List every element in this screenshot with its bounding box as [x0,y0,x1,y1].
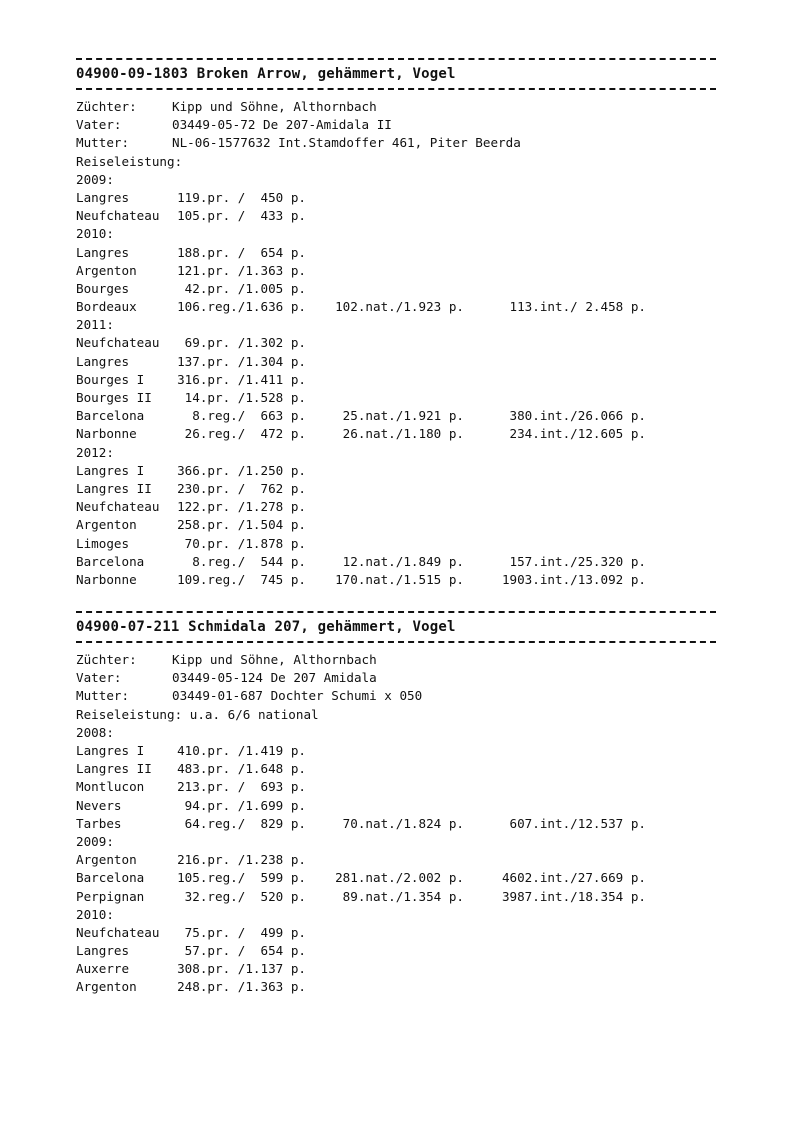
race-result-national: 89.nat./1.354 p. [342,888,464,904]
race-name: Neufchateau [76,924,160,940]
race-row [76,778,726,796]
race-name: Langres I [76,743,145,758]
race-result-regional: 94.pr. /1.699 p. [177,797,306,813]
info-label: Züchter: [76,99,137,114]
race-row [76,462,726,480]
race-result-regional: 26.reg./ 472 p. [177,426,306,442]
race-result-international: 157.int./25.320 p. [509,553,646,569]
race-name: Argenton [76,517,137,533]
info-value: 03449-05-72 De 207-Amidala II [172,117,392,133]
dashed-divider [76,641,716,643]
race-result-regional: 69.pr. /1.302 p. [177,335,306,351]
race-result-regional: 366.pr. /1.250 p. [177,462,306,478]
race-result-regional: 106.reg./1.636 p. [177,299,306,315]
race-result-regional: 410.pr. /1.419 p. [177,743,306,758]
race-name: Neufchateau [76,335,160,351]
info-value: 03449-05-124 De 207 Amidala [172,670,377,686]
year-heading: 2010: [76,906,114,922]
race-row [76,888,726,906]
dashed-divider [76,611,716,613]
race-result-regional: 14.pr. /1.528 p. [177,390,306,405]
race-result-regional: 32.reg./ 520 p. [177,888,306,904]
year-heading: 2009: [76,171,114,187]
race-row [76,942,726,960]
race-result-regional: 57.pr. / 654 p. [177,943,306,959]
race-row [76,353,726,371]
pigeon-section [76,611,726,997]
race-result-international: 3987.int./18.354 p. [501,888,646,904]
race-result-regional: 316.pr. /1.411 p. [177,371,306,387]
race-result-regional: 75.pr. / 499 p. [177,924,306,940]
race-name: Auxerre [76,961,130,977]
info-value: NL-06-1577632 Int.Stamdoffer 461, Piter Beerda [172,135,521,151]
race-row [76,244,726,262]
race-name: Neufchateau [76,208,160,224]
race-row [76,760,726,778]
race-row [76,924,726,942]
race-name: Nevers [76,797,122,813]
race-name: Argenton [76,979,137,995]
race-result-regional: 105.pr. / 433 p. [177,208,306,224]
dashed-divider [76,58,716,60]
race-name: Montlucon [76,779,145,795]
race-row [76,189,726,207]
info-row [76,669,726,687]
race-result-regional: 188.pr. / 654 p. [177,244,306,260]
race-result-regional: 137.pr. /1.304 p. [177,353,306,369]
race-name: Bourges [76,280,130,296]
race-result-regional: 42.pr. /1.005 p. [177,280,306,296]
info-row [76,651,726,669]
race-name: Barcelona [76,870,145,886]
pigeon-title: 04900-09-1803 Broken Arrow, gehämmert, Vogel [76,66,456,82]
race-row [76,334,726,352]
race-name: Langres [76,353,130,369]
race-name: Langres [76,189,130,205]
race-row [76,960,726,978]
race-result-national: 25.nat./1.921 p. [342,408,464,424]
race-row [76,535,726,553]
info-row [76,134,726,152]
race-row [76,298,726,316]
pigeon-details [76,98,726,589]
info-value: 03449-01-687 Dochter Schumi x 050 [172,688,423,704]
race-row [76,742,726,760]
race-name: Bourges II [76,390,152,405]
race-result-regional: 216.pr. /1.238 p. [177,852,306,868]
race-name: Limoges [76,535,130,551]
info-label: Vater: [76,117,122,133]
info-row [76,116,726,134]
race-result-international: 113.int./ 2.458 p. [509,299,646,315]
race-name: Argenton [76,852,137,868]
info-label: Züchter: [76,652,137,668]
performance-label: Reiseleistung: u.a. 6/6 national [76,706,319,722]
race-row [76,571,726,589]
race-row [76,371,726,389]
race-row [76,407,726,425]
dashed-divider [76,88,716,90]
race-name: Langres [76,943,130,959]
race-result-regional: 483.pr. /1.648 p. [177,761,306,777]
race-row [76,797,726,815]
race-name: Bordeaux [76,299,137,315]
info-label: Mutter: [76,135,130,151]
race-result-regional: 119.pr. / 450 p. [177,189,306,205]
race-row [76,978,726,996]
race-result-regional: 213.pr. / 693 p. [177,779,306,795]
race-result-regional: 8.reg./ 544 p. [177,553,306,569]
info-label: Mutter: [76,688,130,704]
info-value: Kipp und Söhne, Althornbach [172,99,377,114]
race-row [76,480,726,498]
race-row [76,851,726,869]
year-heading: 2009: [76,833,114,849]
race-result-regional: 122.pr. /1.278 p. [177,499,306,515]
race-result-regional: 105.reg./ 599 p. [177,870,306,886]
race-name: Narbonne [76,426,137,442]
race-row [76,207,726,225]
race-name: Tarbes [76,815,122,831]
race-row [76,280,726,298]
race-result-regional: 109.reg./ 745 p. [177,571,306,587]
race-result-regional: 8.reg./ 663 p. [177,408,306,424]
race-result-national: 26.nat./1.180 p. [342,426,464,442]
race-result-national: 102.nat./1.923 p. [335,299,464,315]
year-heading: 2010: [76,226,114,242]
race-name: Narbonne [76,571,137,587]
pigeon-details [76,651,726,997]
year-heading: 2012: [76,444,114,460]
race-name: Langres II [76,480,152,496]
performance-label: Reiseleistung: [76,153,183,169]
race-name: Neufchateau [76,499,160,515]
race-result-national: 70.nat./1.824 p. [342,815,464,831]
race-result-regional: 230.pr. / 762 p. [177,480,306,496]
race-result-regional: 64.reg./ 829 p. [177,815,306,831]
race-result-national: 170.nat./1.515 p. [335,571,464,587]
race-result-international: 4602.int./27.669 p. [501,870,646,886]
race-name: Bourges I [76,371,145,387]
info-value: Kipp und Söhne, Althornbach [172,652,377,668]
document-page [76,58,726,997]
race-row [76,262,726,280]
race-result-regional: 121.pr. /1.363 p. [177,262,306,278]
race-row [76,516,726,534]
race-row [76,869,726,887]
race-result-regional: 258.pr. /1.504 p. [177,517,306,533]
race-name: Argenton [76,262,137,278]
race-result-regional: 248.pr. /1.363 p. [177,979,306,995]
race-name: Langres II [76,761,152,777]
race-result-national: 281.nat./2.002 p. [335,870,464,886]
info-row [76,98,726,116]
race-result-international: 380.int./26.066 p. [509,408,646,424]
race-name: Barcelona [76,553,145,569]
race-row [76,389,726,407]
race-result-national: 12.nat./1.849 p. [342,553,464,569]
race-row [76,815,726,833]
race-row [76,498,726,516]
race-row [76,553,726,571]
race-result-regional: 70.pr. /1.878 p. [177,535,306,551]
race-result-regional: 308.pr. /1.137 p. [177,961,306,977]
race-row [76,425,726,443]
race-name: Perpignan [76,888,145,904]
race-name: Langres I [76,462,145,478]
race-name: Barcelona [76,408,145,424]
pigeon-title: 04900-07-211 Schmidala 207, gehämmert, Vogel [76,619,456,636]
info-label: Vater: [76,670,122,686]
race-result-international: 607.int./12.537 p. [509,815,646,831]
year-heading: 2008: [76,724,114,740]
year-heading: 2011: [76,317,114,333]
race-result-international: 234.int./12.605 p. [509,426,646,442]
pigeon-section [76,58,726,589]
race-name: Langres [76,244,130,260]
info-row [76,687,726,705]
race-result-international: 1903.int./13.092 p. [501,571,646,587]
